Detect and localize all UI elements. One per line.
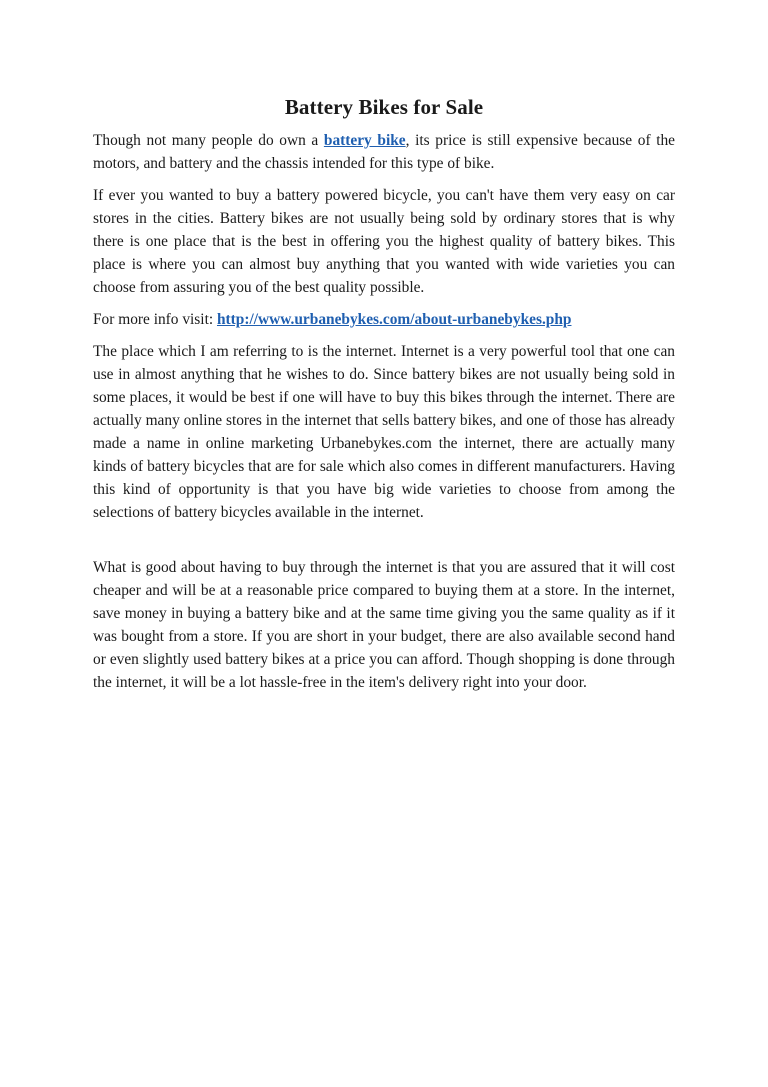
paragraph-internet: The place which I am referring to is the internet. Internet is a very powerful tool that one can use in almost anything that he wishes to do. Since battery bikes are not usually being sold in some places, it would be best if one will have to buy this bikes through the internet. There are actually many online stores in the internet that sells battery bikes, and one of those has already made a name in online marketing Urbanebykes.com the internet, there are actually many kinds of battery bicycles that are for sale which also comes in different manufacturers. Having this kind of opportunity is that you have big wide varieties to choose from among the selections of battery bicycles available in the internet. xyxy=(93,343,675,521)
intro-text-before: Though not many people do own a xyxy=(93,132,324,149)
document-title: Battery Bikes for Sale xyxy=(284,95,484,119)
battery-bike-link[interactable]: battery bike xyxy=(323,132,406,149)
urbanebykes-link[interactable]: http://www.urbanebykes.com/about-urbanebykes.php xyxy=(216,311,572,328)
document-page xyxy=(93,92,675,703)
paragraph-benefits: What is good about having to buy through the internet is that you are assured that it will cost cheaper and will be at a reasonable price compared to buying them at a store. In the internet, save money in buying a battery bike and at the same time giving you the same quality as if it was bought from a store. If you are short in your budget, there are also available second hand or even slightly used battery bikes at a price you can afford. Though shopping is done through the internet, it will be a lot hassle-free in the item's delivery right into your door. xyxy=(93,559,675,691)
paragraph-more-info xyxy=(93,308,675,331)
more-info-label: For more info visit: xyxy=(93,311,217,328)
paragraph-where-to-buy: If ever you wanted to buy a battery powered bicycle, you can't have them very easy on car stores in the cities. Battery bikes are not usually being sold by ordinary stores that is why there is one place that is the best in offering you the highest quality of battery bikes. This place is where you can almost buy anything that you wanted with wide varieties you can choose from assuring you of the best quality possible. xyxy=(93,187,675,296)
paragraph-intro xyxy=(93,129,675,175)
intro-text-after: , its price is still expensive because of the motors, and battery and the chassis intended for this type of bike. xyxy=(93,132,675,172)
